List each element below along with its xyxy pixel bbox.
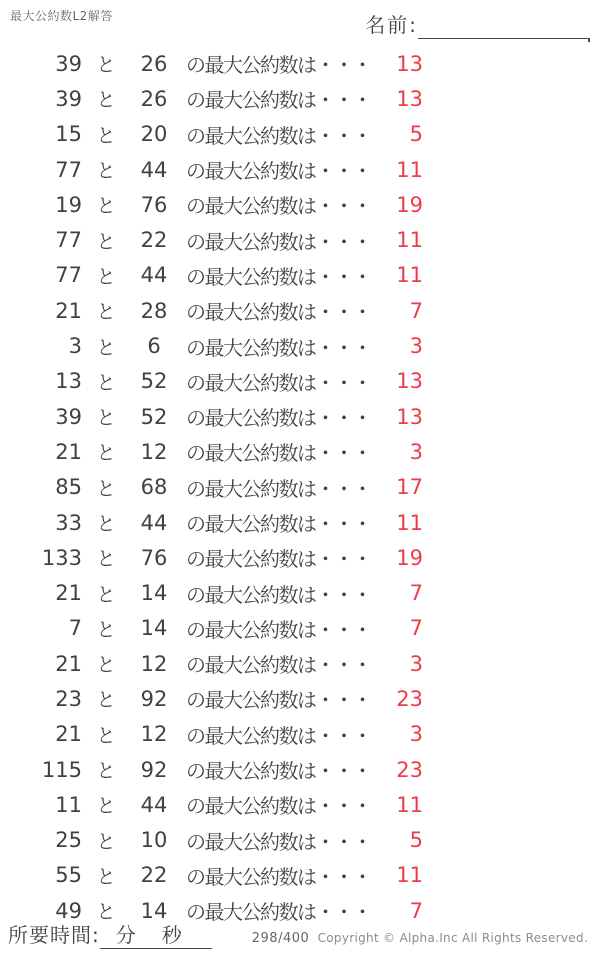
answer-value: 19 [396,545,423,570]
conjunction-to: と [96,301,116,324]
question-text: の最大公約数は・・・ [186,653,371,678]
first-number: 13 [55,369,82,394]
question-text: の最大公約数は・・・ [186,406,371,431]
conjunction-to: と [96,760,116,783]
problem-row [0,470,600,505]
second-number: 14 [140,898,168,923]
second-number: 44 [140,157,168,182]
second-number: 44 [140,263,168,288]
second-number: 26 [140,51,168,76]
answer-value: 7 [409,616,423,641]
name-field [365,9,588,39]
answer-value: 13 [396,86,423,111]
problem-row [0,258,600,293]
second-number: 12 [140,439,168,464]
problem-row [0,575,600,610]
answer-value: 3 [409,439,423,464]
answer-value: 7 [409,298,423,323]
problem-row [0,505,600,540]
second-number: 52 [140,404,168,429]
question-text: の最大公約数は・・・ [186,264,371,289]
problem-row [0,646,600,681]
conjunction-to: と [96,407,116,430]
elapsed-time-label: 所要時間: [8,923,100,947]
problem-row [0,328,600,363]
conjunction-to: と [96,124,116,147]
conjunction-to: と [96,230,116,253]
conjunction-to: と [96,477,116,500]
answer-value: 11 [396,792,423,817]
conjunction-to: と [96,160,116,183]
answer-value: 13 [396,369,423,394]
second-number: 22 [140,863,168,888]
answer-value: 13 [396,51,423,76]
second-number: 26 [140,86,168,111]
conjunction-to: と [96,865,116,888]
conjunction-to: と [96,195,116,218]
question-text: の最大公約数は・・・ [186,194,371,219]
page-indicator: 298/400 [251,931,310,946]
second-number: 44 [140,510,168,535]
second-number: 12 [140,722,168,747]
problem-row [0,434,600,469]
first-number: 21 [55,722,82,747]
answer-value: 23 [396,757,423,782]
first-number: 21 [55,581,82,606]
conjunction-to: と [96,54,116,77]
question-text: の最大公約数は・・・ [186,300,371,325]
first-number: 39 [55,404,82,429]
problem-row [0,187,600,222]
question-text: の最大公約数は・・・ [186,159,371,184]
question-text: の最大公約数は・・・ [186,829,371,854]
problem-row [0,787,600,822]
problem-row [0,823,600,858]
first-number: 33 [55,510,82,535]
conjunction-to: と [96,795,116,818]
first-number: 49 [55,898,82,923]
first-number: 55 [55,863,82,888]
second-number: 44 [140,792,168,817]
first-number: 77 [55,157,82,182]
second-number: 52 [140,369,168,394]
second-number: 76 [140,545,168,570]
question-text: の最大公約数は・・・ [186,547,371,572]
question-text: の最大公約数は・・・ [186,900,371,925]
problem-row [0,752,600,787]
question-text: の最大公約数は・・・ [186,617,371,642]
conjunction-to: と [96,901,116,924]
conjunction-to: と [96,654,116,677]
problem-row [0,293,600,328]
conjunction-to: と [96,618,116,641]
problem-row [0,399,600,434]
first-number: 3 [68,334,82,359]
question-text: の最大公約数は・・・ [186,582,371,607]
first-number: 133 [41,545,82,570]
first-number: 15 [55,122,82,147]
question-text: の最大公約数は・・・ [186,723,371,748]
first-number: 85 [55,475,82,500]
question-text: の最大公約数は・・・ [186,370,371,395]
problem-row [0,858,600,893]
answer-value: 11 [396,863,423,888]
first-number: 25 [55,828,82,853]
conjunction-to: と [96,830,116,853]
first-number: 21 [55,439,82,464]
question-text: の最大公約数は・・・ [186,53,371,78]
question-text: の最大公約数は・・・ [186,88,371,113]
conjunction-to: と [96,336,116,359]
answer-value: 5 [409,122,423,147]
conjunction-to: と [96,371,116,394]
footer [0,919,600,949]
first-number: 11 [55,792,82,817]
problem-row [0,81,600,116]
answer-value: 3 [409,722,423,747]
problem-row [0,117,600,152]
answer-value: 5 [409,828,423,853]
problem-row [0,681,600,716]
problem-row [0,364,600,399]
answer-value: 11 [396,510,423,535]
second-number: 76 [140,192,168,217]
first-number: 7 [68,616,82,641]
second-number: 92 [140,686,168,711]
second-number: 6 [147,334,161,359]
first-number: 21 [55,298,82,323]
problem-row [0,46,600,81]
problem-row [0,717,600,752]
answer-value: 3 [409,334,423,359]
second-number: 68 [140,475,168,500]
question-text: の最大公約数は・・・ [186,688,371,713]
answer-value: 19 [396,192,423,217]
question-text: の最大公約数は・・・ [186,441,371,466]
second-number: 20 [140,122,168,147]
time-blank-line [100,919,212,949]
second-number: 28 [140,298,168,323]
conjunction-to: と [96,442,116,465]
question-text: の最大公約数は・・・ [186,794,371,819]
first-number: 23 [55,686,82,711]
question-text: の最大公約数は・・・ [186,123,371,148]
problem-row [0,222,600,257]
second-number: 22 [140,228,168,253]
conjunction-to: と [96,89,116,112]
conjunction-to: と [96,724,116,747]
answer-value: 23 [396,686,423,711]
answer-value: 7 [409,581,423,606]
name-blank-line [418,16,588,39]
name-label: 名前: [365,13,418,37]
conjunction-to: と [96,689,116,712]
question-text: の最大公約数は・・・ [186,759,371,784]
copyright-text: Copyright © Alpha.Inc All Rights Reserved. [317,931,588,945]
first-number: 77 [55,263,82,288]
answer-value: 11 [396,157,423,182]
answer-value: 11 [396,228,423,253]
second-number: 14 [140,581,168,606]
second-number: 14 [140,616,168,641]
second-number: 92 [140,757,168,782]
answer-value: 7 [409,898,423,923]
question-text: の最大公約数は・・・ [186,864,371,889]
problem-row [0,152,600,187]
first-number: 39 [55,51,82,76]
first-number: 115 [41,757,82,782]
conjunction-to: と [96,513,116,535]
question-text: の最大公約数は・・・ [186,335,371,360]
answer-value: 11 [396,263,423,288]
answer-value: 3 [409,651,423,676]
problem-row [0,611,600,646]
minutes-unit-label: 分 [115,923,136,947]
first-number: 39 [55,86,82,111]
first-number: 77 [55,228,82,253]
second-number: 10 [140,828,168,853]
question-text: の最大公約数は・・・ [186,476,371,501]
first-number: 21 [55,651,82,676]
seconds-unit-label: 秒 [161,923,182,947]
conjunction-to: と [96,548,116,571]
question-text: の最大公約数は・・・ [186,512,371,536]
answer-value: 17 [396,475,423,500]
conjunction-to: と [96,583,116,606]
problem-list [0,46,600,928]
answer-value: 13 [396,404,423,429]
first-number: 19 [55,192,82,217]
question-text: の最大公約数は・・・ [186,229,371,254]
page-title: 最大公約数L2解答 [10,9,113,23]
conjunction-to: と [96,265,116,288]
second-number: 12 [140,651,168,676]
problem-row [0,540,600,575]
